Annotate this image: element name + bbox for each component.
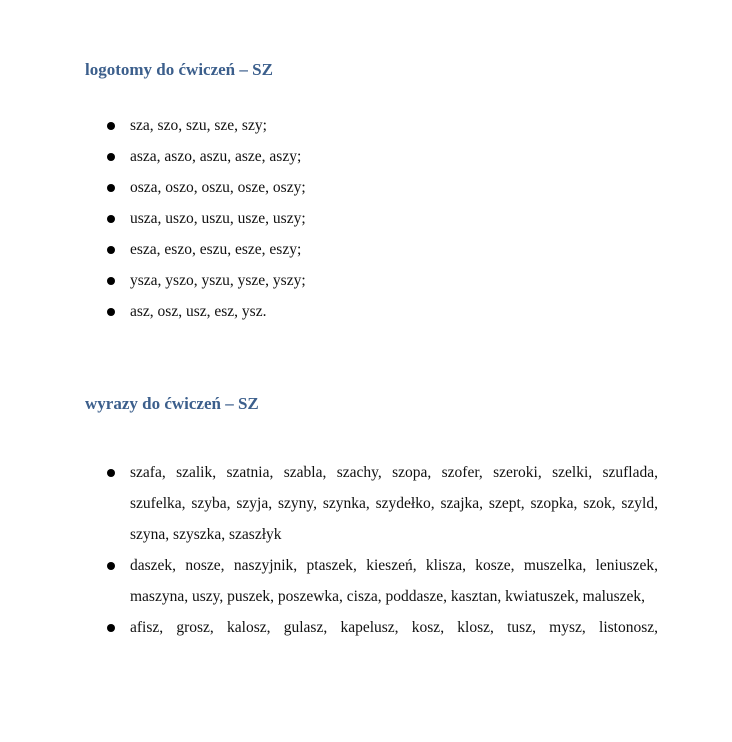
bullet-icon	[107, 469, 115, 477]
bullet-icon	[107, 246, 115, 254]
bullet-icon	[107, 624, 115, 632]
bullet-icon	[107, 277, 115, 285]
list-item	[106, 178, 306, 209]
list-item-text: szafa, szalik, szatnia, szabla, szachy, szopa, szofer, szeroki, szelki, szuflada, szufelka, szyba, szyja, szyny, szynka, szydełko, szajka, szept, szopka, szok, szyld, szyna, szyszka, szaszłyk	[130, 464, 658, 543]
list-item-text: usza, uszo, uszu, usze, uszy;	[130, 210, 306, 227]
bullet-icon	[107, 562, 115, 570]
wyrazy-list	[106, 457, 658, 643]
list-item	[106, 116, 306, 147]
list-item	[106, 147, 306, 178]
list-item	[106, 550, 658, 612]
bullet-icon	[107, 153, 115, 161]
bullet-icon	[107, 122, 115, 130]
list-item-text: ysza, yszo, yszu, ysze, yszy;	[130, 272, 306, 289]
list-item	[106, 240, 306, 271]
list-item-text: daszek, nosze, naszyjnik, ptaszek, kieszeń, klisza, kosze, muszelka, leniuszek, maszyna, uszy, puszek, poszewka, cisza, poddasze, kasztan, kwiatuszek, maluszek,	[130, 557, 658, 605]
list-item-text: esza, eszo, eszu, esze, eszy;	[130, 241, 302, 258]
section-heading-wyrazy: wyrazy do ćwiczeń – SZ	[85, 394, 259, 413]
list-item-text: afisz, grosz, kalosz, gulasz, kapelusz, kosz, klosz, tusz, mysz, listonosz,	[130, 619, 658, 636]
logotomy-list	[106, 116, 306, 333]
bullet-icon	[107, 308, 115, 316]
list-item-text: sza, szo, szu, sze, szy;	[130, 117, 267, 134]
list-item	[106, 457, 658, 550]
section-heading-logotomy: logotomy do ćwiczeń – SZ	[85, 60, 273, 79]
list-item	[106, 209, 306, 240]
bullet-icon	[107, 184, 115, 192]
list-item-text: osza, oszo, oszu, osze, oszy;	[130, 179, 306, 196]
bullet-icon	[107, 215, 115, 223]
list-item	[106, 612, 658, 643]
list-item	[106, 271, 306, 302]
list-item-text: asz, osz, usz, esz, ysz.	[130, 303, 267, 320]
list-item	[106, 302, 306, 333]
list-item-text: asza, aszo, aszu, asze, aszy;	[130, 148, 302, 165]
